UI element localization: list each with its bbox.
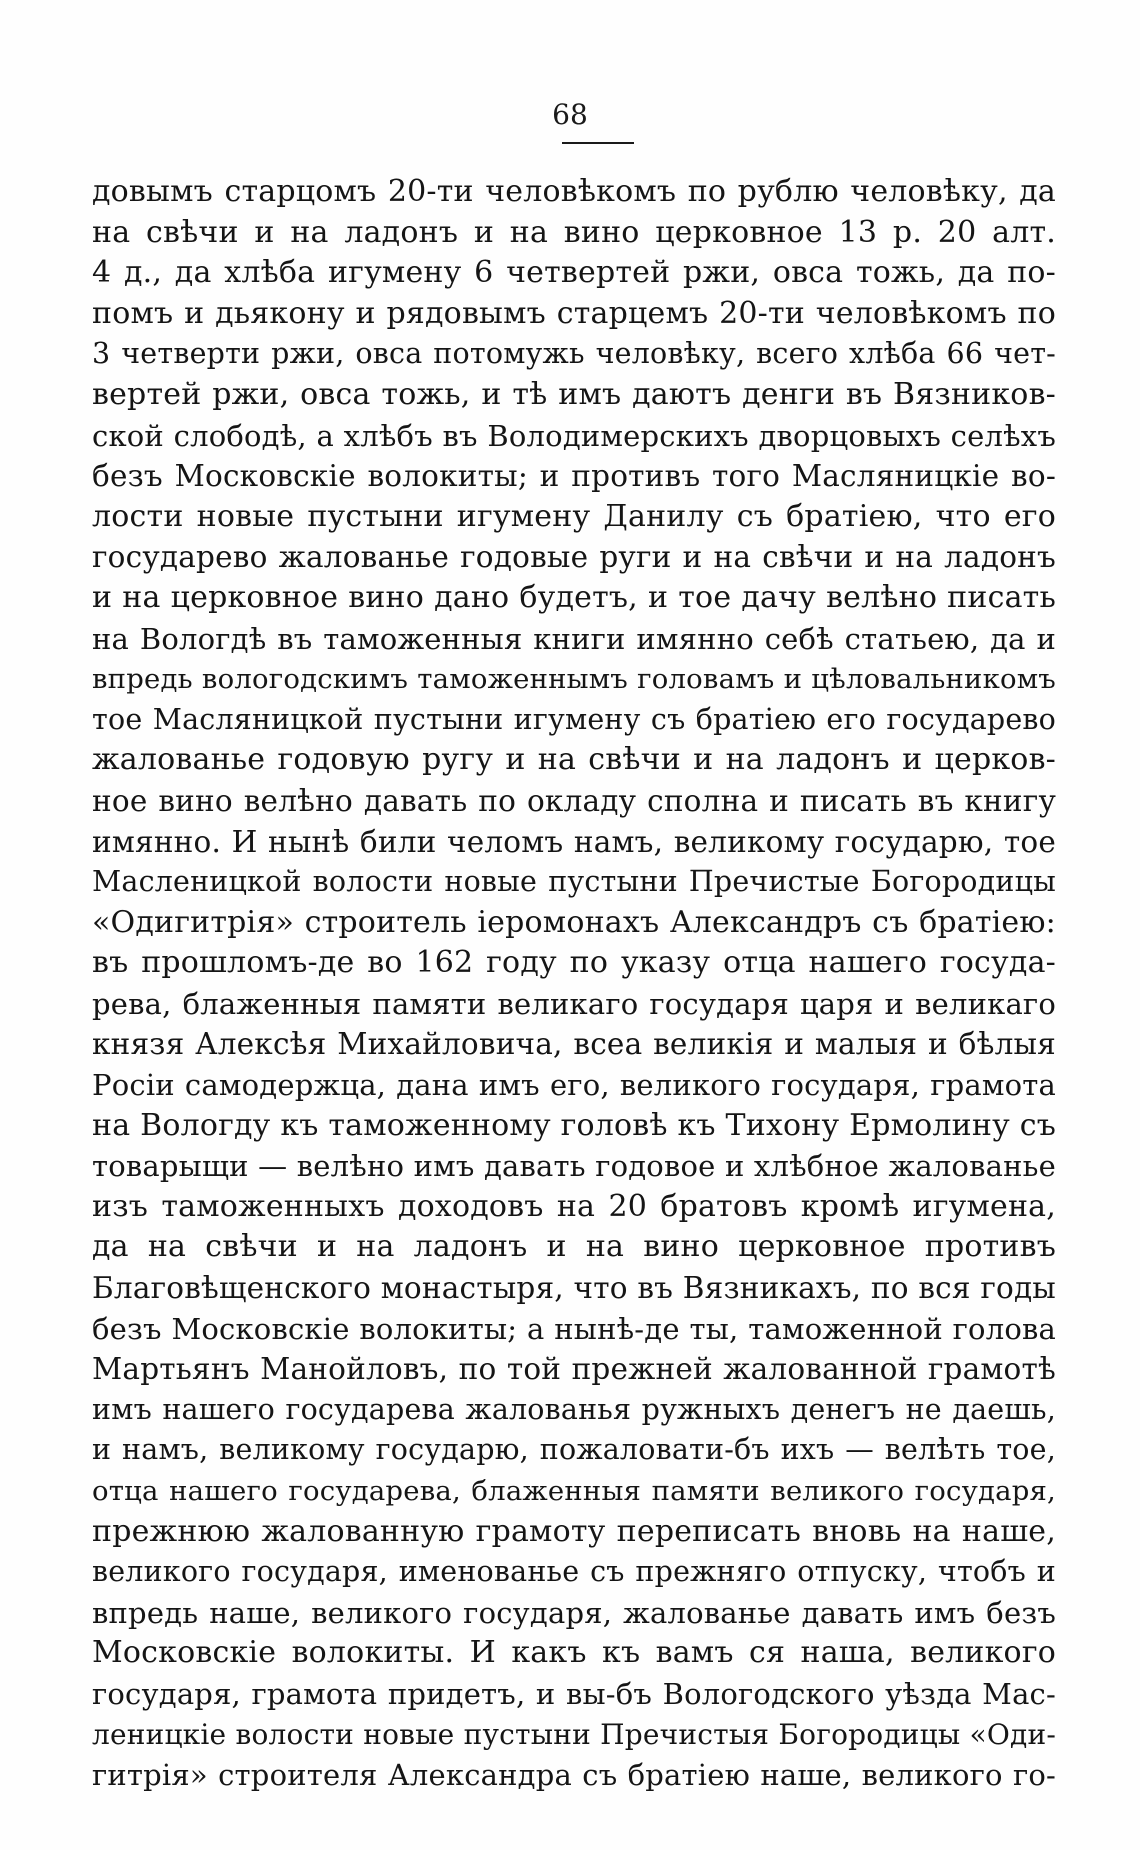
text-line: впредь наше, великого государя, жалованье давать имъ безъ — [92, 1595, 1056, 1630]
text-line: гитрія» строителя Александра съ братіею наше, великого го- — [92, 1758, 1056, 1793]
text-line: впредь вологодскимъ таможеннымъ головамъ и цѣловальникомъ — [92, 663, 1056, 696]
text-line: и намъ, великому государю, пожаловати-бъ ихъ — велѣть тое, — [92, 1433, 1056, 1467]
page-number: 68 — [552, 98, 588, 131]
text-line: довымъ старцомъ 20-ти человѣкомъ по рублю человѣку, да — [92, 174, 1056, 209]
text-line: лости новые пустыни игумену Данилу съ братіею, что его — [92, 498, 1056, 534]
text-line: да на свѣчи и на ладонъ и на вино церковное противъ — [92, 1229, 1056, 1265]
text-line: и на церковное вино дано будетъ, и тое дачу велѣно писать — [92, 579, 1056, 615]
text-line: Росіи самодержца, дана имъ его, великого государя, грамота — [92, 1068, 1056, 1103]
text-line: Мартьянъ Манойловъ, по той прежней жалованной грамотѣ — [92, 1352, 1056, 1387]
page-number-rule — [562, 142, 634, 144]
text-line: тое Масляницкой пустыни игумену съ братіею его государево — [92, 702, 1056, 736]
text-line: жалованье годовую ругу и на свѣчи и на ладонъ и церков- — [92, 742, 1056, 778]
text-line: отца нашего государева, блаженныя памяти великого государя, — [92, 1475, 1056, 1507]
text-line: безъ Московскіе волокиты; и противъ того Масляницкіе во- — [92, 459, 1056, 494]
text-line: князя Алексѣя Михайловича, всеа великія и малыя и бѣлыя — [92, 1027, 1056, 1062]
text-line: рева, блаженныя памяти великаго государя царя и великаго — [92, 986, 1056, 1021]
text-line: на Вологдѣ въ таможенныя книги имянно себѣ статьею, да и — [92, 621, 1056, 656]
text-line: на Вологду къ таможенному головѣ къ Тихону Ермолину съ — [92, 1107, 1056, 1143]
text-line: изъ таможенныхъ доходовъ на 20 братовъ кромѣ игумена, — [92, 1188, 1056, 1224]
text-line: Московскіе волокиты. И какъ къ вамъ ся наша, великого — [92, 1635, 1056, 1671]
text-line: государя, грамота придетъ, и вы-бъ Вологодского уѣзда Мас- — [92, 1676, 1056, 1711]
text-line: безъ Московскіе волокиты; а нынѣ-де ты, таможенной голова — [92, 1311, 1056, 1346]
text-line: 4 д., да хлѣба игумену 6 четвертей ржи, овса тожь, да по- — [92, 255, 1056, 291]
text-line: «Одигитрія» строитель іеромонахъ Александръ съ братіею: — [92, 904, 1056, 940]
text-line: Благовѣщенского монастыря, что въ Вязникахъ, по вся годы — [92, 1271, 1056, 1306]
text-line: на свѣчи и на ладонъ и на вино церковное 13 р. 20 алт. — [92, 214, 1056, 250]
text-line: Масленицкой волости новые пустыни Пречистые Богородицы — [92, 865, 1056, 899]
text-line: великого государя, именованье съ прежняго отпуску, чтобъ и — [92, 1555, 1056, 1589]
text-line: государево жалованье годовые руги и на свѣчи и на ладонъ — [92, 540, 1056, 575]
text-line: вертей ржи, овса тожь, и тѣ имъ даютъ денги въ Вязников- — [92, 376, 1056, 412]
text-line: имъ нашего государева жалованья ружныхъ денегъ не даешь, — [92, 1392, 1056, 1426]
text-line: въ прошломъ-де во 162 году по указу отца нашего госуда- — [92, 945, 1056, 981]
text-line: помъ и дьякону и рядовымъ старцемъ 20-ти человѣкомъ по — [92, 295, 1056, 331]
text-line: товарыщи — велѣно имъ давать годовое и хлѣбное жалованье — [92, 1149, 1056, 1184]
body-text — [92, 172, 1056, 1796]
text-line: прежнюю жалованную грамоту переписать вновь на наше, — [92, 1513, 1056, 1549]
text-line: 3 четверти ржи, овса потомужь человѣку, всего хлѣба 66 чет- — [92, 337, 1056, 371]
text-line: леницкіе волости новые пустыни Пречистыя Богородицы «Оди- — [92, 1717, 1056, 1751]
text-line: имянно. И нынѣ били челомъ намъ, великому государю, тое — [92, 824, 1056, 859]
text-line: ное вино велѣно давать по окладу сполна и писать въ книгу — [92, 783, 1056, 818]
text-line: ской слободѣ, а хлѣбъ въ Володимерскихъ дворцовыхъ селѣхъ — [92, 418, 1056, 453]
